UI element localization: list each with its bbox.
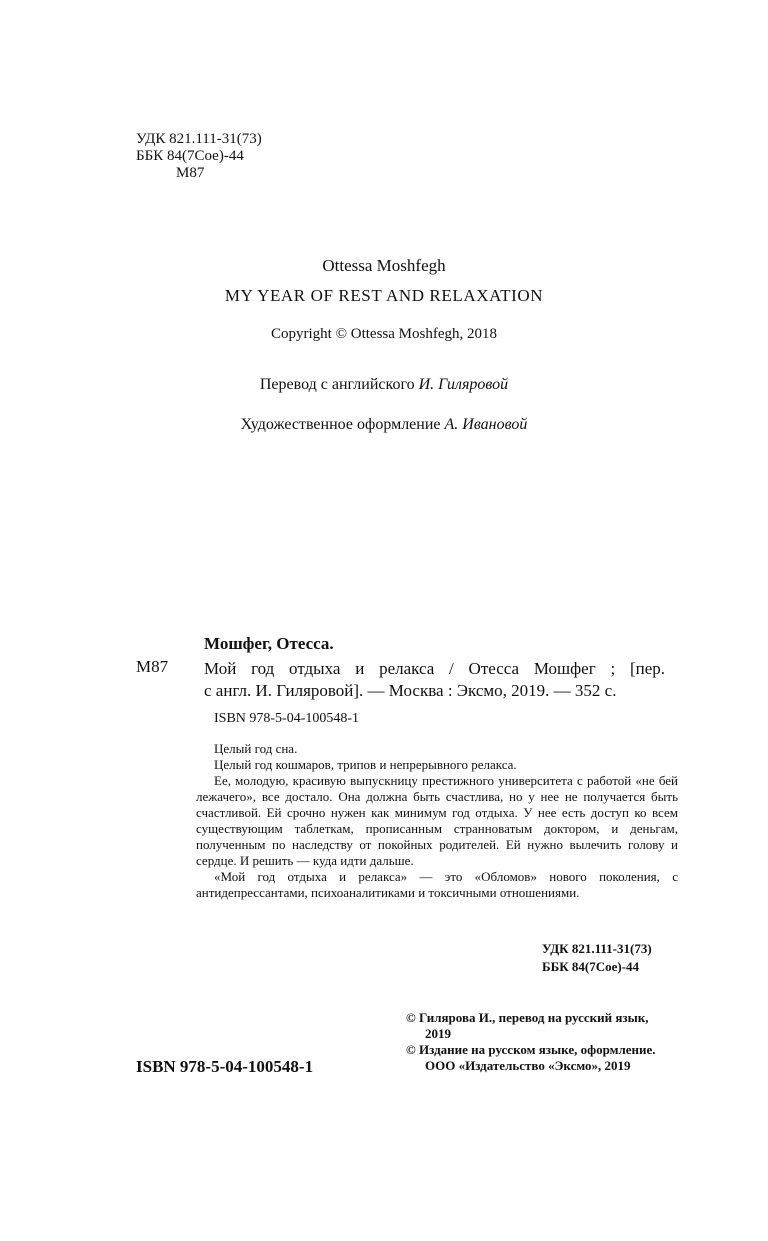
annotation-paragraph: Ее, молодую, красивую выпускницу престижного университета с работой «не бей лежачего», все достало. Она должна быть счастлива, но у нее не получается быть счастливой. Ей срочно нужен как минимум год отдыха. У нее есть доступ ко всем существующим таблеткам, прописанным странноватым доктором, и деньгам, полученным по наследству от покойных родителей. Ей нужно вылечить голову и сердце. И решить — куда идти дальше.	[196, 773, 678, 868]
bib-description-line1: Мой год отдыха и релакса / Отесса Мошфег ; [пер.	[204, 659, 665, 678]
author-code: М87	[176, 165, 205, 181]
annotation-paragraph: «Мой год отдыха и релакса» — это «Обломов» нового поколения, с антидепрессантами, психоаналитиками и токсичными отношениями.	[196, 869, 678, 900]
art-label: Художественное оформление	[240, 416, 441, 433]
copyright-publisher: ООО «Издательство «Эксмо», 2019	[425, 1058, 631, 1073]
bib-isbn: ISBN 978-5-04-100548-1	[214, 711, 360, 726]
annotation-paragraph: Целый год кошмаров, трипов и непрерывного релакса.	[214, 757, 517, 772]
annotation-paragraph: Целый год сна.	[214, 741, 298, 756]
isbn-footer: ISBN 978-5-04-100548-1	[136, 1057, 314, 1076]
copyright-translation: © Гилярова И., перевод на русский язык,	[406, 1010, 649, 1025]
translator-name: И. Гиляровой	[418, 376, 509, 393]
copyright-translation-year: 2019	[425, 1026, 451, 1041]
bib-author-heading: Мошфег, Отесса.	[204, 634, 334, 653]
original-author: Ottessa Moshfegh	[322, 256, 446, 275]
translation-credit	[0, 376, 768, 394]
bbk-code: ББК 84(7Сое)-44	[136, 148, 244, 164]
translation-label: Перевод с английского	[259, 376, 415, 393]
annotation	[196, 741, 678, 901]
copyright-edition: © Издание на русском языке, оформление.	[406, 1042, 656, 1057]
bib-description-line2: с англ. И. Гиляровой]. — Москва : Эксмо, 2019. — 352 с.	[204, 681, 617, 700]
footer-udk: УДК 821.111-31(73)	[542, 941, 652, 956]
copyright-notices	[406, 1010, 656, 1074]
art-credit	[0, 416, 768, 434]
artist-name: А. Ивановой	[444, 416, 528, 433]
udk-code: УДК 821.111-31(73)	[136, 131, 262, 147]
original-copyright: Copyright © Ottessa Moshfegh, 2018	[271, 326, 497, 342]
original-title: MY YEAR OF REST AND RELAXATION	[224, 286, 544, 305]
footer-bbk: ББК 84(7Сое)-44	[542, 959, 640, 974]
bib-author-code: М87	[136, 657, 169, 676]
